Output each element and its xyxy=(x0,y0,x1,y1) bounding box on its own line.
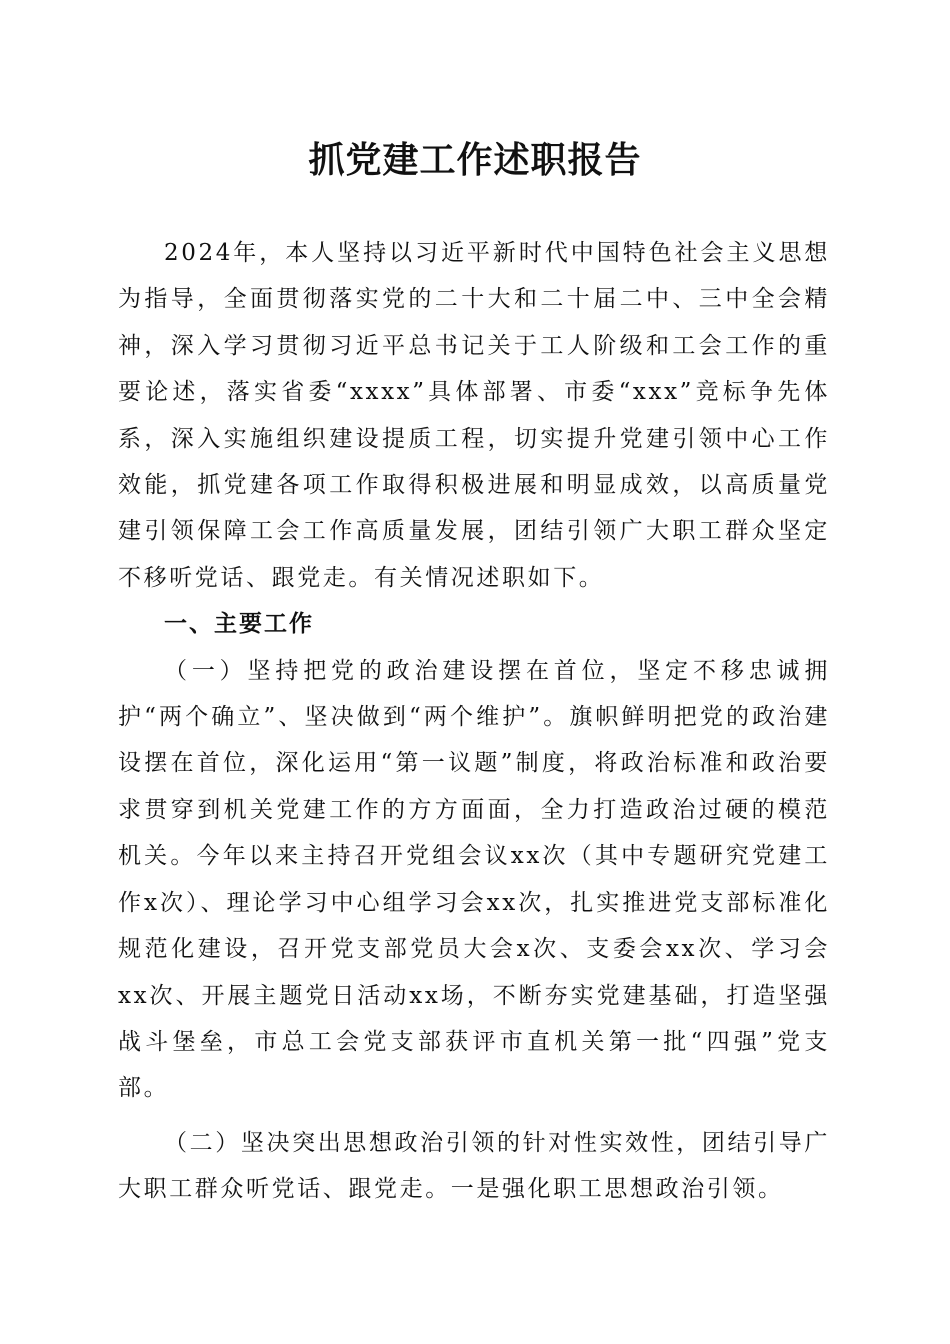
document-title: 抓党建工作述职报告 xyxy=(308,139,642,181)
item-paragraph-2: （二）坚决突出思想政治引领的针对性实效性，团结引导广大职工群众听党话、跟党走。一是强化职工思想政治引领。 xyxy=(118,1129,830,1203)
document-body xyxy=(118,230,830,1213)
intro-paragraph: 2024年，本人坚持以习近平新时代中国特色社会主义思想为指导，全面贯彻落实党的二十大和二十届二中、三中全会精神，深入学习贯彻习近平总书记关于工人阶级和工会工作的重要论述，落实省委“xxxx”具体部署、市委“xxx”竞标争先体系，深入实施组织建设提质工程，切实提升党建引领中心工作效能，抓党建各项工作取得积极进展和明显成效，以高质量党建引领保障工会工作高质量发展，团结引领广大职工群众坚定不移听党话、跟党走。有关情况述职如下。 xyxy=(118,240,830,591)
item-paragraph-1: （一）坚持把党的政治建设摆在首位，坚定不移忠诚拥护“两个确立”、坚决做到“两个维护”。旗帜鲜明把党的政治建设摆在首位，深化运用“第一议题”制度，将政治标准和政治要求贯穿到机关党建工作的方方面面，全力打造政治过硬的模范机关。今年以来主持召开党组会议xx次（其中专题研究党建工作x次）、理论学习中心组学习会xx次，扎实推进党支部标准化规范化建设，召开党支部党员大会x次、支委会xx次、学习会xx次、开展主题党日活动xx场，不断夯实党建基础，打造坚强战斗堡垒，市总工会党支部获评市直机关第一批“四强”党支部。 xyxy=(118,657,830,1102)
section-heading-main-work: 一、主要工作 xyxy=(164,611,314,638)
